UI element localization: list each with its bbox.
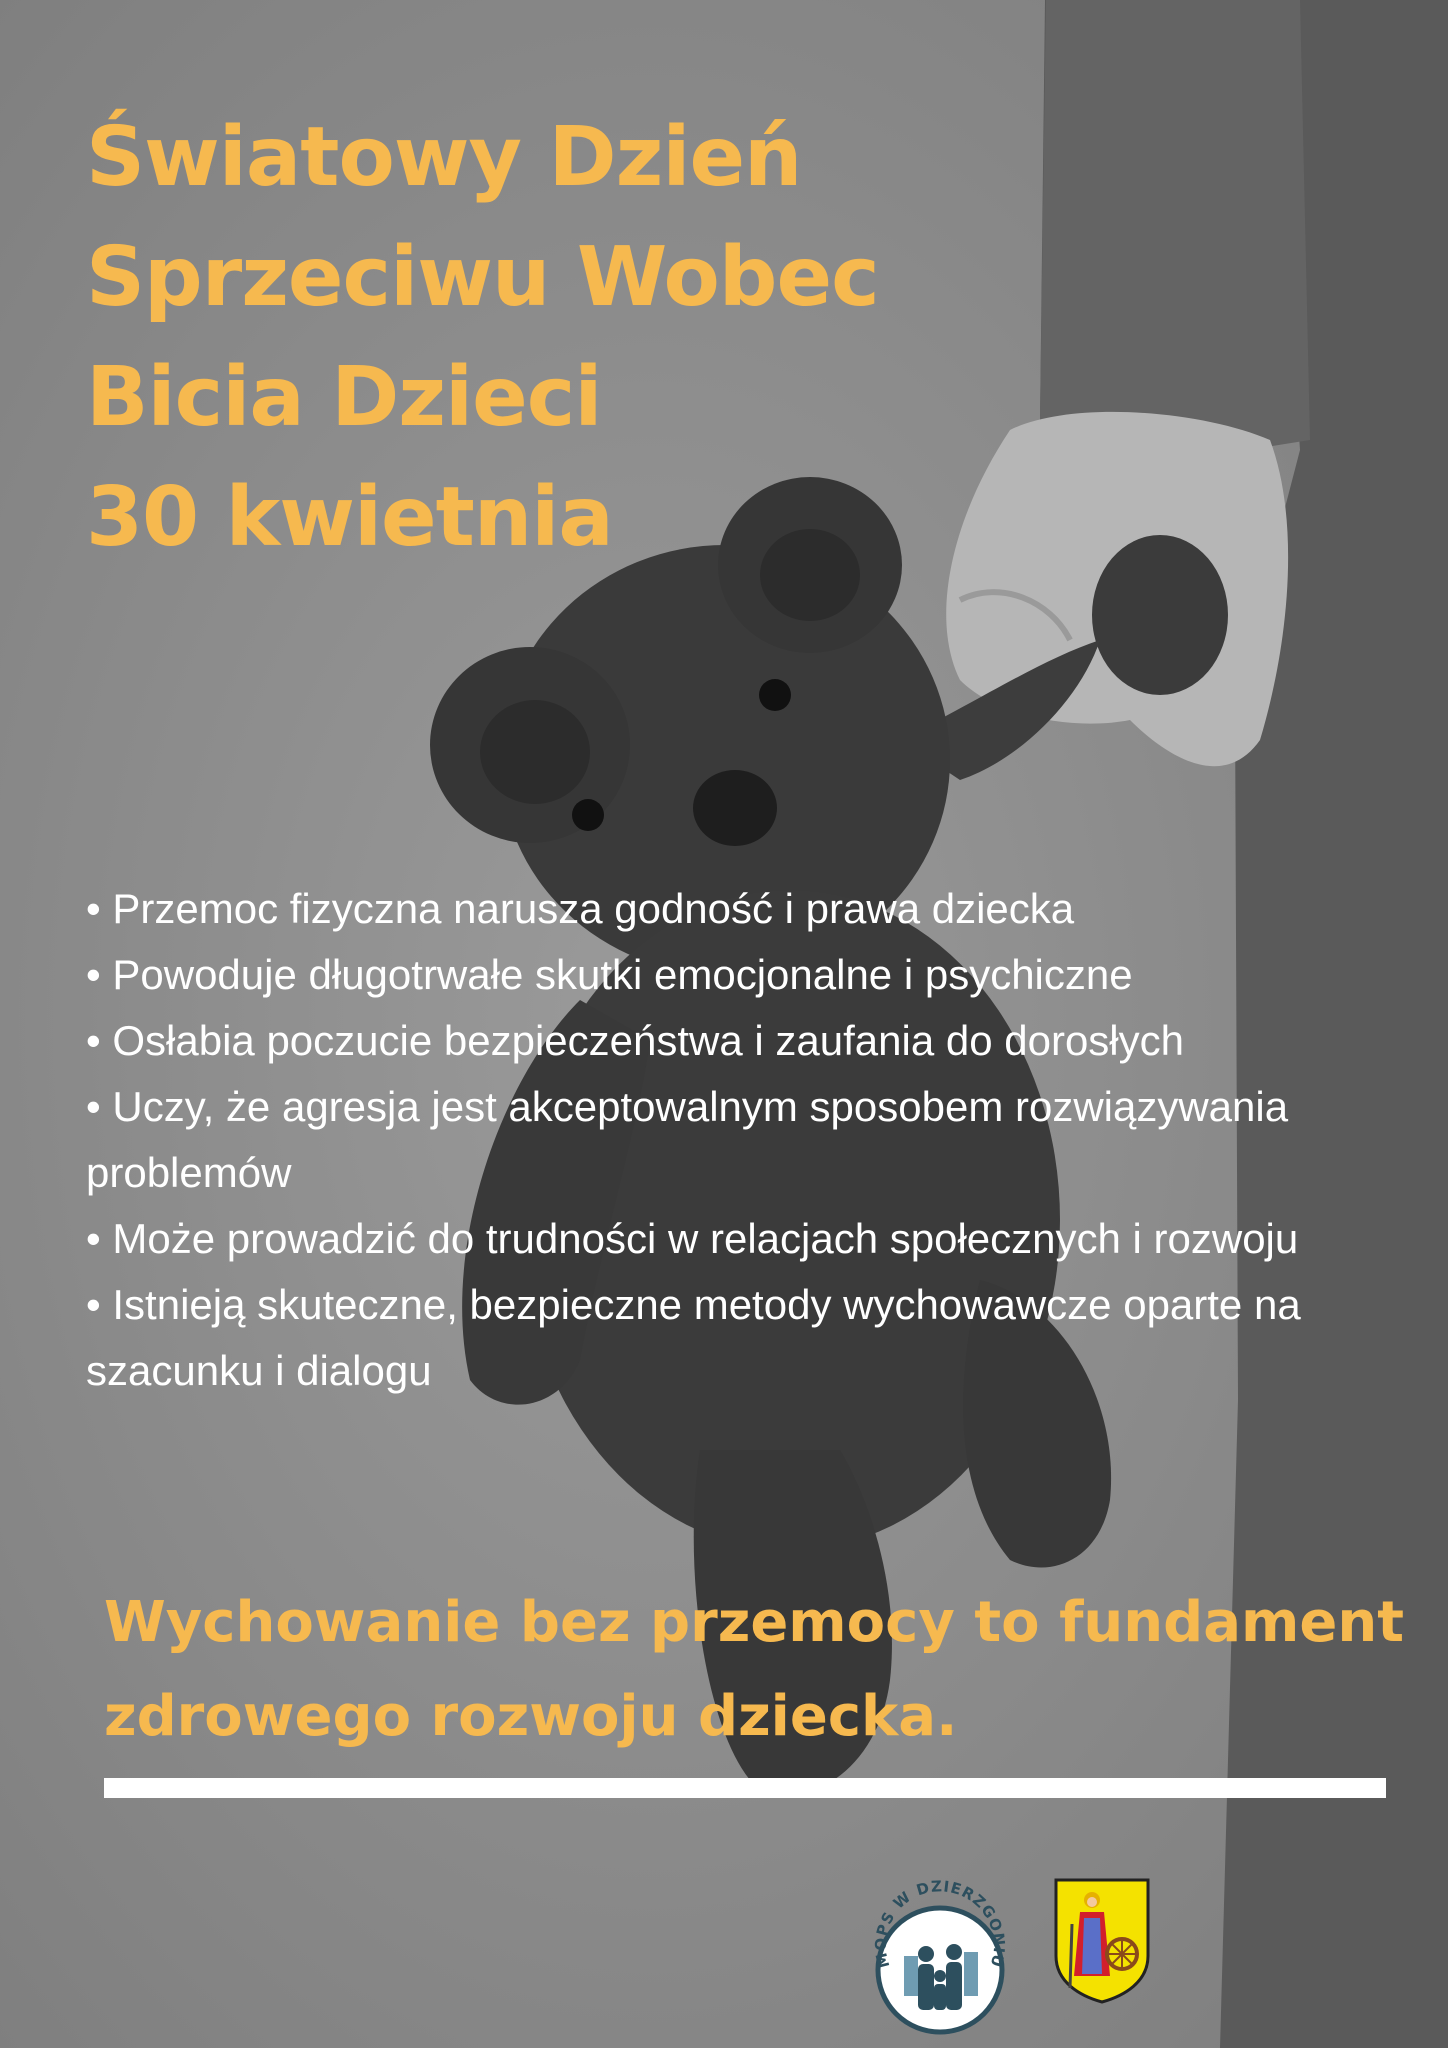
fact-item: • Może prowadzić do trudności w relacjach społecznych i rozwoju	[86, 1206, 1346, 1272]
title-line: Światowy Dzień	[86, 110, 802, 205]
fact-item: • Uczy, że agresja jest akceptowalnym sposobem rozwiązywania problemów	[86, 1074, 1346, 1206]
mops-logo	[860, 1876, 1020, 2036]
fact-item: • Istnieją skuteczne, bezpieczne metody wychowawcze oparte na szacunku i dialogu	[86, 1272, 1346, 1404]
poster-title	[86, 98, 879, 578]
fact-item: • Osłabia poczucie bezpieczeństwa i zaufania do dorosłych	[86, 1008, 1346, 1074]
fact-item: • Powoduje długotrwałe skutki emocjonalne i psychiczne	[86, 942, 1346, 1008]
fact-item: • Przemoc fizyczna narusza godność i prawa dziecka	[86, 876, 1346, 942]
title-line-date: 30 kwietnia	[86, 470, 613, 565]
mops-logo-text: MOPS W DZIERZGONIU	[871, 1877, 1009, 1970]
coat-of-arms-icon	[1054, 1878, 1150, 2004]
divider	[104, 1778, 1386, 1798]
title-line: Sprzeciwu Wobec	[86, 230, 879, 325]
facts-list	[86, 876, 1346, 1404]
slogan: Wychowanie bez przemocy to fundament zdrowego rozwoju dziecka.	[104, 1590, 1405, 1749]
title-line: Bicia Dzieci	[86, 350, 602, 445]
